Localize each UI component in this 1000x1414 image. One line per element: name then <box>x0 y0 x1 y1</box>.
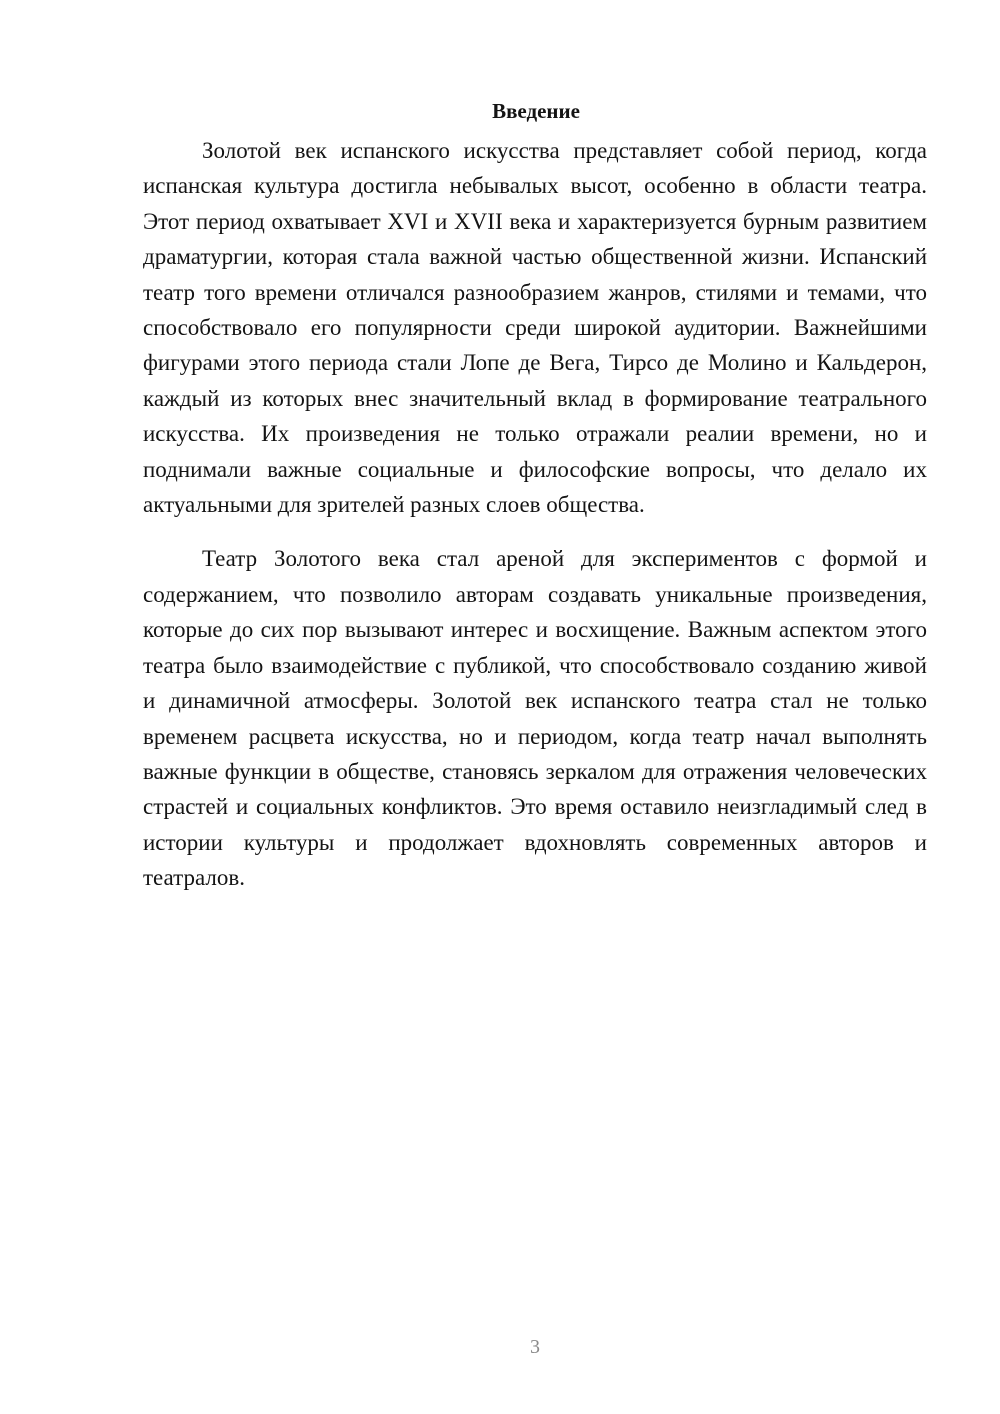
page-number: 3 <box>530 1336 540 1358</box>
page-content <box>143 96 927 896</box>
paragraph-intro: Золотой век испанского искусства представляет собой период, когда испанская культура достигла небывалых высот, особенно в области театра. Этот период охватывает XVI и XVII века и характеризуется бурным развитием драматургии, которая стала важной частью общественной жизни. Испанский театр того времени отличался разнообразием жанров, стилями и темами, что способствовало его популярности среди широкой аудитории. Важнейшими фигурами этого периода стали Лопе де Вега, Тирсо де Молино и Кальдерон, каждый из которых внес значительный вклад в формирование театрального искусства. Их произведения не только отражали реалии времени, но и поднимали важные социальные и философские вопросы, что делало их актуальными для зрителей разных слоев общества. <box>143 138 927 518</box>
section-title: Введение <box>492 99 580 123</box>
paragraph-theater: Театр Золотого века стал ареной для экспериментов с формой и содержанием, что позволило авторам создавать уникальные произведения, которые до сих пор вызывают интерес и восхищение. Важным аспектом этого театра было взаимодействие с публикой, что способствовало созданию живой и динамичной атмосферы. Золотой век испанского театра стал не только временем расцвета искусства, но и периодом, когда театр начал выполнять важные функции в обществе, становясь зеркалом для отражения человеческих страстей и социальных конфликтов. Это время оставило неизгладимый след в истории культуры и продолжает вдохновлять современных авторов и театралов. <box>143 546 927 891</box>
